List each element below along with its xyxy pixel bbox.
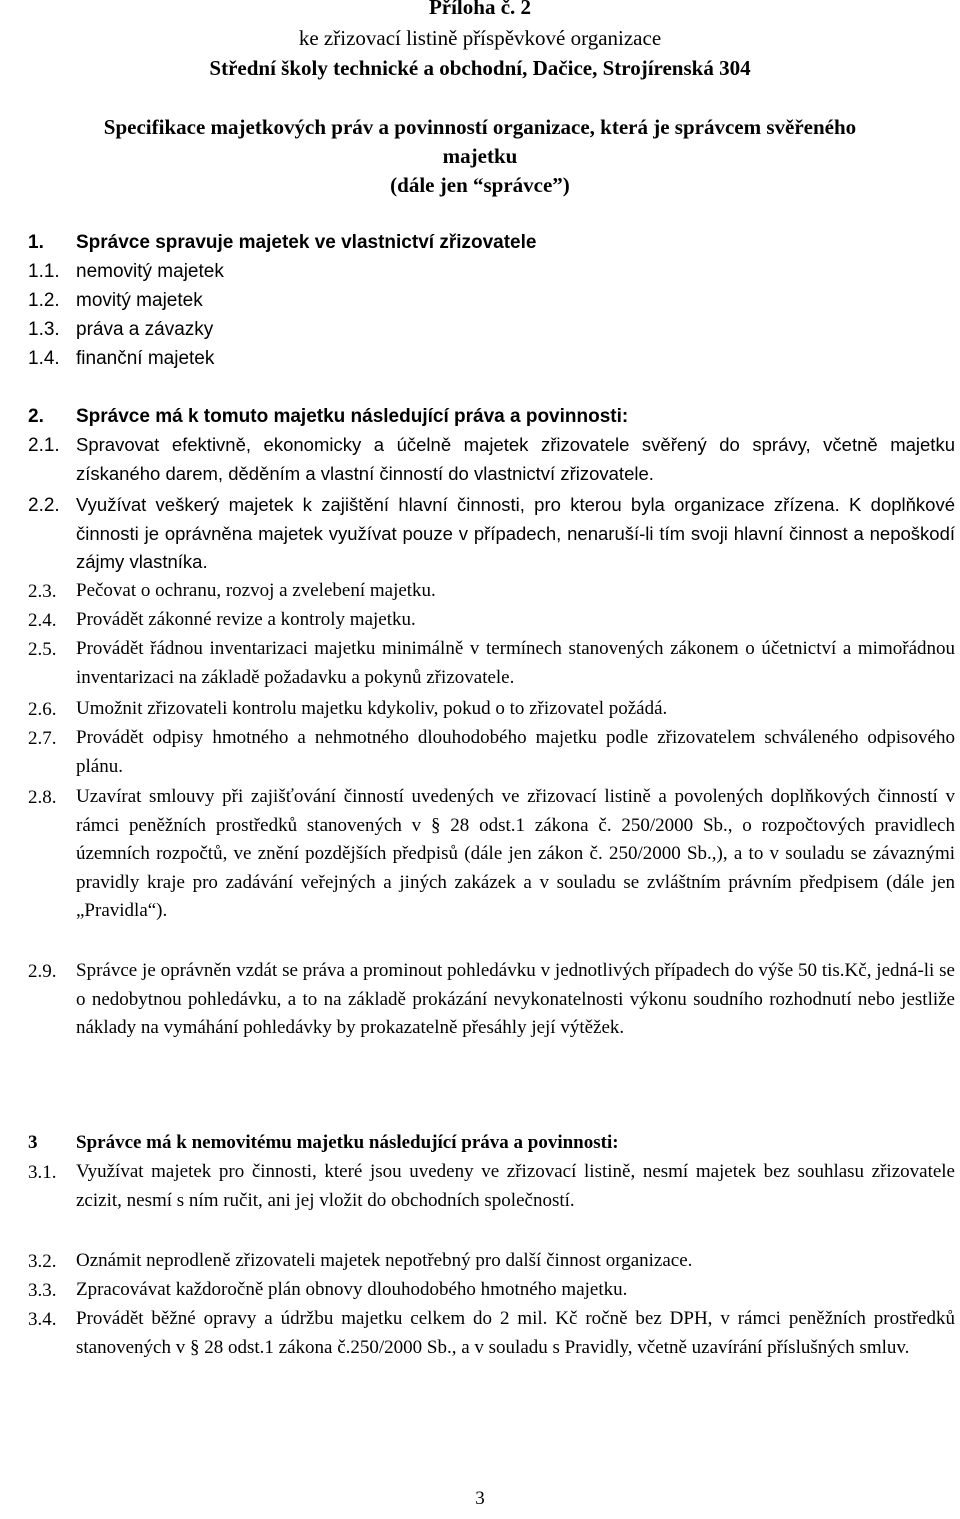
section1-number: 1. bbox=[28, 232, 44, 253]
section1-item-number: 1.1. bbox=[28, 261, 60, 282]
founding-deed-line: ke zřizovací listině příspěvkové organizace bbox=[298, 26, 662, 50]
section2-item-number: 2.2. bbox=[28, 495, 60, 516]
section1-item-number: 1.3. bbox=[28, 319, 60, 340]
spec-title-line1: Specifikace majetkových práv a povinností organizace, která je správcem svěřeného bbox=[103, 115, 857, 139]
section1-item-number: 1.2. bbox=[28, 290, 60, 311]
section2-item-text: Umožnit zřizovateli kontrolu majetku kdykoliv, pokud o to zřizovatel požádá. bbox=[76, 698, 668, 719]
section1-item-text: práva a závazky bbox=[76, 319, 214, 340]
section2-number: 2. bbox=[28, 406, 44, 427]
section2-item-number: 2.9. bbox=[28, 961, 57, 982]
section2-item-text: Spravovat efektivně, ekonomicky a účelně majetek zřizovatele svěřený do správy, včetně majetku získaného darem, děděním a vlastní činností do vlastnictví zřizovatele. bbox=[76, 434, 955, 484]
page-number: 3 bbox=[475, 1488, 485, 1509]
section2-item-number: 2.8. bbox=[28, 787, 57, 808]
section3-item-text: Využívat majetek pro činnosti, které jsou uvedeny ve zřizovací listině, nesmí majetek bez souhlasu zřizovatele zcizit, nesmí s ním ručit, ani jej vložit do obchodních společností. bbox=[76, 1161, 955, 1211]
section1-item-number: 1.4. bbox=[28, 348, 60, 369]
section2-item-number: 2.4. bbox=[28, 610, 57, 631]
section1-item-text: movitý majetek bbox=[76, 290, 203, 311]
annex-title: Příloha č. 2 bbox=[428, 0, 532, 19]
section2-item-number: 2.3. bbox=[28, 581, 57, 602]
section1-item-text: nemovitý majetek bbox=[76, 261, 224, 282]
section2-item-text: Využívat veškerý majetek k zajištění hlavní činnosti, pro kterou byla organizace zřízena. K doplňkové činnosti je oprávněna majetek využívat pouze v případech, nenaruší-li tím svoji hlavní činnost a nepoškodí zájmy vlastníka. bbox=[76, 494, 955, 573]
spec-title-line2: majetku bbox=[442, 144, 518, 168]
section2-heading: Správce má k tomuto majetku následující práva a povinnosti: bbox=[76, 406, 629, 427]
section3-item-text: Zpracovávat každoročně plán obnovy dlouhodobého hmotného majetku. bbox=[76, 1279, 628, 1300]
school-name: Střední školy technické a obchodní, Dačice, Strojírenská 304 bbox=[209, 56, 751, 80]
section2-item-number: 2.1. bbox=[28, 435, 60, 456]
section3-item-number: 3.3. bbox=[28, 1280, 57, 1301]
section2-item-text: Pečovat o ochranu, rozvoj a zvelebení majetku. bbox=[76, 580, 436, 601]
section3-number: 3 bbox=[28, 1132, 38, 1153]
section3-item-number: 3.4. bbox=[28, 1309, 57, 1330]
section2-item-number: 2.5. bbox=[28, 639, 57, 660]
section2-item-text: Provádět odpisy hmotného a nehmotného dlouhodobého majetku podle zřizovatelem schváleného odpisového plánu. bbox=[76, 727, 955, 777]
section1-heading: Správce spravuje majetek ve vlastnictví zřizovatele bbox=[76, 232, 537, 253]
section2-item-text: Uzavírat smlouvy při zajišťování činností uvedených ve zřizovací listině a povolených doplňkových činností v rámci peněžních prostředků stanovených v § 28 odst.1 zákona č. 250/2000 Sb., o rozpočtových pravidlech územních rozpočtů, ve znění pozdějších předpisů (dále jen zákon č. 250/2000 Sb.,), a to v souladu se závaznými pravidly kraje pro zadávání veřejných a jiných zakázek a v souladu se zvláštním právním předpisem (dále jen „Pravidla“). bbox=[76, 786, 955, 922]
section2-item-text: Provádět zákonné revize a kontroly majetku. bbox=[76, 609, 416, 630]
section3-heading: Správce má k nemovitému majetku následující práva a povinnosti: bbox=[76, 1132, 619, 1153]
spec-title-line3: (dále jen “správce”) bbox=[390, 173, 570, 197]
section2-item-number: 2.7. bbox=[28, 728, 57, 749]
section2-item-text: Provádět řádnou inventarizaci majetku minimálně v termínech stanovených zákonem o účetnictví a mimořádnou inventarizaci na základě požadavku a pokynů zřizovatele. bbox=[76, 638, 955, 688]
section1-item-text: finanční majetek bbox=[76, 348, 215, 369]
section2-item-number: 2.6. bbox=[28, 699, 57, 720]
section3-item-number: 3.2. bbox=[28, 1251, 57, 1272]
section2-item-text: Správce je oprávněn vzdát se práva a prominout pohledávku v jednotlivých případech do výše 50 tis.Kč, jedná-li se o nedobytnou pohledávku, a to na základě prokázání nevykonatelnosti výkonu soudního rozhodnutí nebo jestliže náklady na vymáhání pohledávky by prokazatelně přesáhly její výtěžek. bbox=[76, 960, 955, 1039]
section3-item-text: Provádět běžné opravy a údržbu majetku celkem do 2 mil. Kč ročně bez DPH, v rámci peněžních prostředků stanovených v § 28 odst.1 zákona č.250/2000 Sb., a v souladu s Pravidly, včetně uzavírání příslušných smluv. bbox=[76, 1308, 955, 1358]
section3-item-text: Oznámit neprodleně zřizovateli majetek nepotřebný pro další činnost organizace. bbox=[76, 1250, 693, 1271]
section3-item-number: 3.1. bbox=[28, 1162, 57, 1183]
